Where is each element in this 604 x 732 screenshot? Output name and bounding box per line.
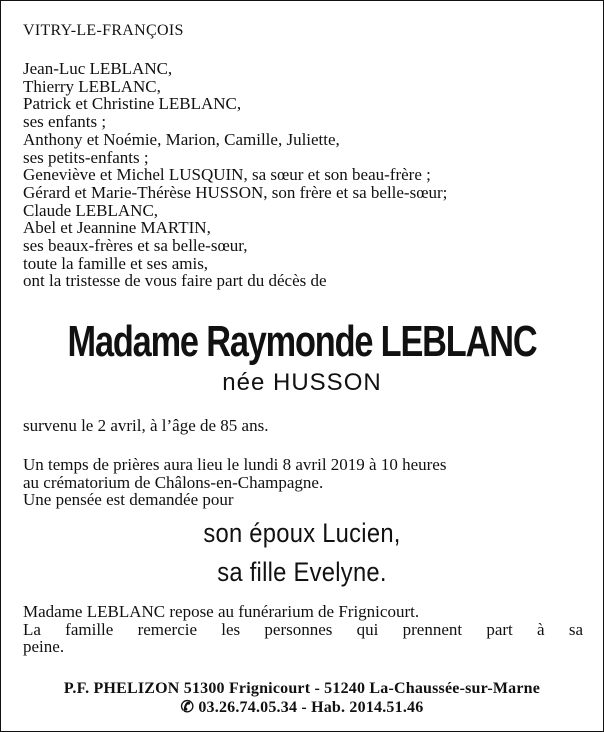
ceremony-info: [23, 456, 583, 509]
family-line: Patrick et Christine LEBLANC,: [23, 94, 242, 114]
ceremony-line: Une pensée est demandée pour: [23, 490, 234, 510]
family-line: ont la tristesse de vous faire part du décès de: [23, 271, 327, 291]
family-line: Claude LEBLANC,: [23, 200, 159, 220]
closing-line: Madame LEBLANC repose au funérarium de Frignicourt.: [23, 602, 420, 621]
family-line: Anthony et Noémie, Marion, Camille, Juliette,: [23, 129, 340, 149]
family-line: Abel et Jeannine MARTIN,: [23, 218, 211, 238]
family-line: Geneviève et Michel LUSQUIN, sa sœur et son beau-frère ;: [23, 165, 431, 185]
closing-line: La famille remercie les personnes qui prennent part à sa: [23, 619, 583, 639]
ceremony-line: au crématorium de Châlons-en-Champagne.: [23, 472, 324, 492]
funeral-home-line: P.F. PHELIZON 51300 Frignicourt - 51240 La-Chaussée-sur-Marne: [63, 680, 541, 697]
closing-info: [23, 603, 583, 656]
ceremony-line: Un temps de prières aura lieu le lundi 8 avril 2019 à 10 heures: [23, 455, 447, 474]
location-heading: VITRY-LE-FRANÇOIS: [23, 22, 184, 39]
maiden-name: née HUSSON: [222, 369, 382, 396]
closing-line: peine.: [23, 637, 65, 657]
family-line: Jean-Luc LEBLANC,: [23, 59, 173, 78]
family-line: Thierry LEBLANC,: [23, 76, 161, 96]
funeral-home-contact: ✆ 03.26.74.05.34 - Hab. 2014.51.46: [180, 699, 424, 716]
family-line: ses enfants ;: [23, 112, 107, 132]
family-line: Gérard et Marie-Thérèse HUSSON, son frère et sa belle-sœur;: [23, 182, 448, 202]
remembered-husband: son époux Lucien,: [203, 518, 401, 548]
family-line: ses petits-enfants ;: [23, 147, 149, 167]
death-info: survenu le 2 avril, à l’âge de 85 ans.: [23, 416, 269, 435]
deceased-name: Madame Raymonde LEBLANC: [67, 317, 537, 366]
family-line: ses beaux-frères et sa belle-sœur,: [23, 236, 248, 256]
family-list: [23, 60, 583, 290]
family-line: toute la famille et ses amis,: [23, 253, 209, 273]
remembered-daughter: sa fille Evelyne.: [217, 557, 387, 587]
